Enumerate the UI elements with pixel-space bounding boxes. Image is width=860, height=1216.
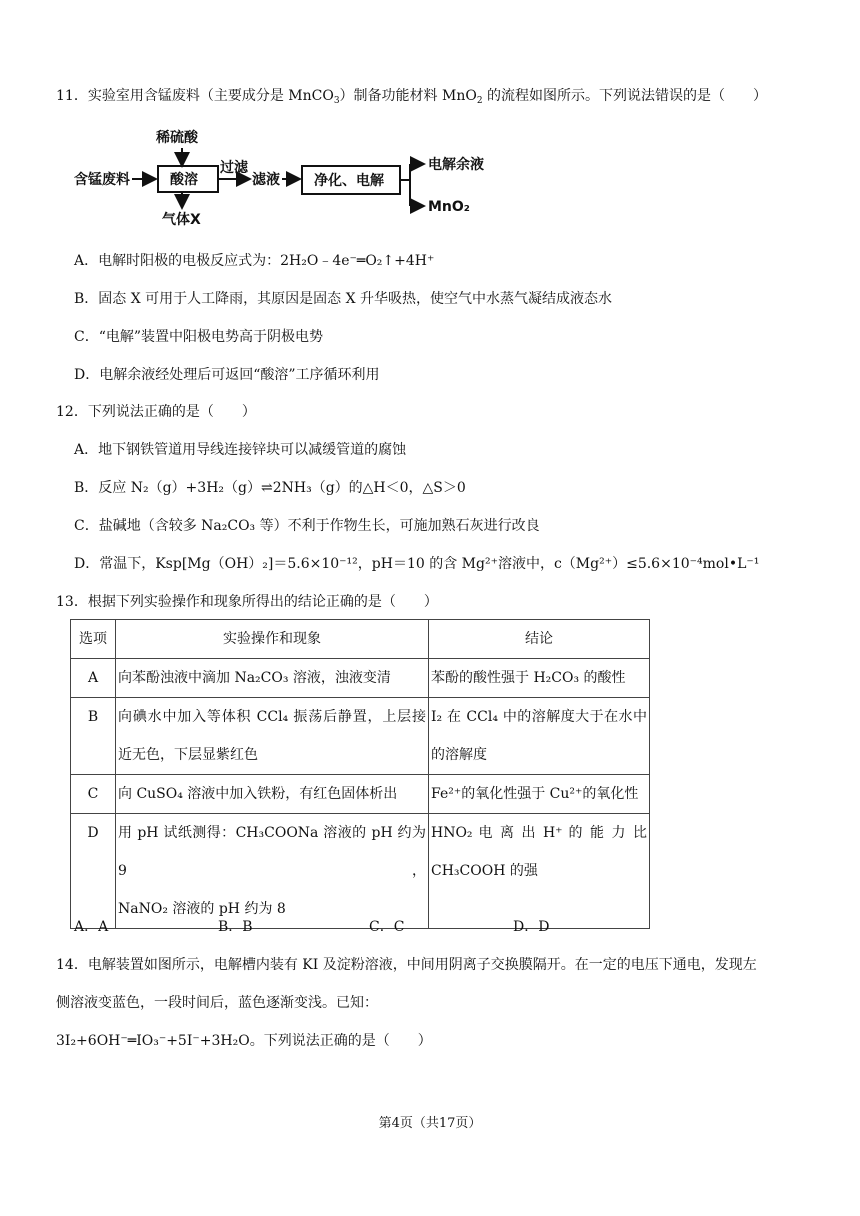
q14-line1: 14．电解装置如图所示，电解槽内装有 KI 及淀粉溶液，中间用阴离子交换膜隔开。在一定的电压下通电，发现左 [56, 957, 757, 973]
flow-acid-box-label: 酸溶 [170, 172, 198, 188]
q11-option-b: B．固态 X 可用于人工降雨，其原因是固态 X 升华吸热，使空气中水蒸气凝结成液态水 [74, 291, 613, 307]
row-operation: 向碘水中加入等体积 CCl₄ 振荡后静置，上层接 近无色，下层显紫红色 [116, 698, 429, 775]
q12-option-b: B．反应 N₂（g）+3H₂（g）⇌2NH₃（g）的△H＜0，△S＞0 [74, 480, 466, 496]
q13-table [70, 619, 650, 929]
q13-choice-a: A．A [74, 919, 109, 935]
q11-option-a: A．电解时阳极的电极反应式为：2H₂O﹣4e⁻═O₂↑+4H⁺ [74, 253, 435, 269]
row-conclusion: Fe²⁺的氧化性强于 Cu²⁺的氧化性 [429, 775, 650, 814]
q12-option-d: D．常温下，Ksp[Mg（OH）₂]＝5.6×10⁻¹²，pH＝10 的含 Mg²⁺溶液中，c（Mg²⁺）≤5.6×10⁻⁴mol•L⁻¹ [74, 556, 760, 572]
row-conclusion: I₂ 在 CCl₄ 中的溶解度大于在水中 的溶解度 [429, 698, 650, 775]
flow-purify-label: 净化、电解 [314, 173, 384, 189]
q13-choice-d: D．D [513, 919, 550, 935]
header-operation: 实验操作和现象 [116, 620, 429, 659]
q11-option-c: C．“电解”装置中阳极电势高于阴极电势 [74, 329, 324, 345]
row-option: C [71, 775, 116, 814]
q12-stem: 12．下列说法正确的是（ ） [56, 404, 256, 420]
header-conclusion: 结论 [429, 620, 650, 659]
q14-line2: 侧溶液变蓝色，一段时间后，蓝色逐渐变浅。已知： [56, 995, 378, 1011]
table-row [71, 698, 650, 775]
flow-gas-label: 气体X [162, 212, 201, 228]
header-option: 选项 [71, 620, 116, 659]
q13-choice-b: B．B [218, 919, 253, 935]
row-option: A [71, 659, 116, 698]
page-footer: 第4页（共17页） [378, 1116, 482, 1131]
row-option: D [71, 814, 116, 929]
table-row [71, 814, 650, 929]
q11-stem: 11．实验室用含锰废料（主要成分是 MnCO$_3$）制备功能材料 MnO$_2$ 的流程如图所示。下列说法错误的是（ ） [56, 88, 768, 106]
flow-filter-label: 过滤 [220, 160, 248, 176]
flow-out2-label: MnO₂ [428, 199, 470, 215]
q12-option-a: A．地下钢铁管道用导线连接锌块可以减缓管道的腐蚀 [74, 442, 407, 458]
flow-out1-label: 电解余液 [428, 157, 484, 173]
q11-option-d: D．电解余液经处理后可返回“酸溶”工序循环利用 [74, 367, 380, 383]
table-row [71, 775, 650, 814]
row-conclusion: 苯酚的酸性强于 H₂CO₃ 的酸性 [429, 659, 650, 698]
flow-filtrate-label: 滤液 [252, 172, 280, 188]
q14-line3: 3I₂+6OH⁻═IO₃⁻+5I⁻+3H₂O。下列说法正确的是（ ） [56, 1033, 432, 1049]
row-operation: 向 CuSO₄ 溶液中加入铁粉，有红色固体析出 [116, 775, 429, 814]
row-operation: 用 pH 试纸测得：CH₃COONa 溶液的 pH 约为 9， NaNO₂ 溶液的 pH 约为 8 [116, 814, 429, 929]
flow-acid-label: 稀硫酸 [156, 130, 198, 146]
flow-input-label: 含锰废料 [74, 172, 130, 188]
row-option: B [71, 698, 116, 775]
row-conclusion: HNO₂ 电 离 出 H⁺ 的 能 力 比 CH₃COOH 的强 [429, 814, 650, 929]
q11-flow-diagram [74, 128, 514, 228]
q12-option-c: C．盐碱地（含较多 Na₂CO₃ 等）不利于作物生长，可施加熟石灰进行改良 [74, 518, 540, 534]
q13-choice-c: C．C [369, 919, 405, 935]
row-operation: 向苯酚浊液中滴加 Na₂CO₃ 溶液，浊液变清 [116, 659, 429, 698]
q13-stem: 13．根据下列实验操作和现象所得出的结论正确的是（ ） [56, 594, 438, 610]
table-header-row [71, 620, 650, 659]
table-row [71, 659, 650, 698]
